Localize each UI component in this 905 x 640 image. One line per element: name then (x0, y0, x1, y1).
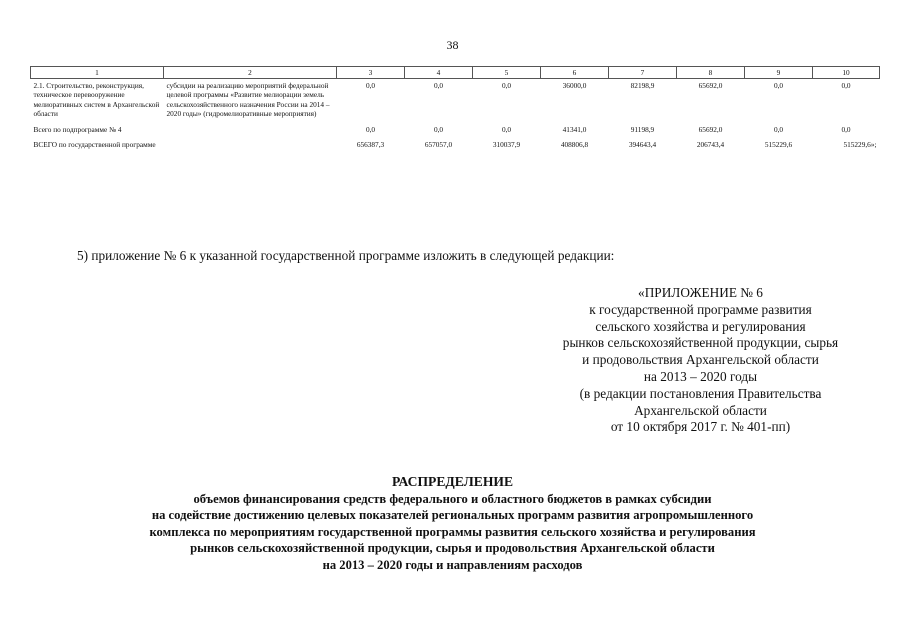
heading-line: на 2013 – 2020 годы и направлениям расходов (322, 557, 583, 572)
funding-table (30, 66, 880, 154)
table-cell: 394643,4 (628, 140, 657, 150)
table-header-row (31, 67, 880, 79)
distribution-heading (0, 474, 905, 574)
table-cell: 515229,6»; (843, 140, 877, 150)
table-cell: 82198,9 (630, 81, 655, 90)
table-cell: 65692,0 (698, 124, 723, 134)
table-cell: 206743,4 (696, 140, 725, 150)
table-cell: 65692,0 (698, 81, 723, 90)
table-row (31, 79, 880, 123)
appendix-line: Архангельской области (634, 402, 767, 418)
heading-title: РАСПРЕДЕЛЕНИЕ (391, 474, 514, 489)
column-header: 8 (677, 67, 745, 79)
table-cell: 0,0 (365, 124, 376, 134)
appendix-line: и продовольствия Архангельской области (582, 352, 819, 368)
column-header: 7 (609, 67, 677, 79)
page-number: 38 (446, 38, 459, 52)
table-cell: 41341,0 (562, 124, 587, 134)
table-cell: 0,0 (433, 81, 444, 90)
appendix-line: от 10 октября 2017 г. № 401-пп) (610, 419, 791, 435)
table-cell: 0,0 (365, 81, 376, 90)
appendix-line: на 2013 – 2020 годы (643, 368, 758, 384)
table-cell: 36000,0 (562, 81, 587, 90)
row-label: Всего по подпрограмме № 4 (33, 124, 122, 134)
column-header: 3 (337, 67, 405, 79)
heading-line: комплекса по мероприятиям государственной программы развития сельского хозяйства и регулирования (149, 524, 756, 539)
appendix-line: (в редакции постановления Правительства (579, 385, 822, 401)
appendix-header (528, 285, 873, 436)
column-header: 4 (405, 67, 473, 79)
column-header: 2 (164, 67, 337, 79)
column-header: 1 (31, 67, 164, 79)
table-cell: 0,0 (773, 81, 784, 90)
column-header: 10 (813, 67, 880, 79)
table-cell: 656387,3 (356, 140, 385, 150)
column-header: 6 (541, 67, 609, 79)
table-cell: 0,0 (773, 124, 784, 134)
table-row (31, 138, 880, 153)
heading-line: рынков сельскохозяйственной продукции, сырья и продовольствия Архангельской области (190, 541, 715, 556)
column-header: 5 (473, 67, 541, 79)
appendix-line: сельского хозяйства и регулирования (595, 318, 806, 334)
table-cell: 0,0 (501, 81, 512, 90)
table-cell: 0,0 (433, 124, 444, 134)
heading-line: на содействие достижению целевых показателей региональных программ развития агропромышленного (151, 508, 754, 523)
paragraph-5: 5) приложение № 6 к указанной государственной программе изложить в следующей редакции: (77, 248, 615, 263)
table-cell: 0,0 (501, 124, 512, 134)
row-description: субсидии на реализацию мероприятий федеральной целевой программы «Развитие мелиорации земель сельскохозяйственного назначения России на 2014 – 2020 годы» (гидромелиоративные мероприятия) (166, 81, 330, 119)
appendix-line: к государственной программе развития (589, 301, 812, 317)
appendix-line: «ПРИЛОЖЕНИЕ № 6 (638, 285, 763, 300)
appendix-line: рынков сельскохозяйственной продукции, сырья (562, 335, 839, 351)
table-cell: 310037,9 (492, 140, 521, 150)
table-cell: 0,0 (841, 81, 851, 90)
row-description (164, 123, 337, 138)
heading-line: объемов финансирования средств федерального и областного бюджетов в рамках субсидии (193, 491, 712, 506)
table-cell: 408806,8 (560, 140, 589, 150)
row-label: 2.1. Строительство, реконструкция, техническое перевооружение мелиоративных систем в Архангельской области (33, 81, 160, 119)
table-cell: 515229,6 (764, 140, 793, 150)
table-row (31, 123, 880, 138)
table-cell: 91198,9 (630, 124, 655, 134)
row-description (164, 138, 337, 153)
table-cell: 657057,0 (424, 140, 453, 150)
table-cell: 0,0 (841, 124, 851, 134)
row-label: ВСЕГО по государственной программе (33, 140, 156, 150)
column-header: 9 (745, 67, 813, 79)
